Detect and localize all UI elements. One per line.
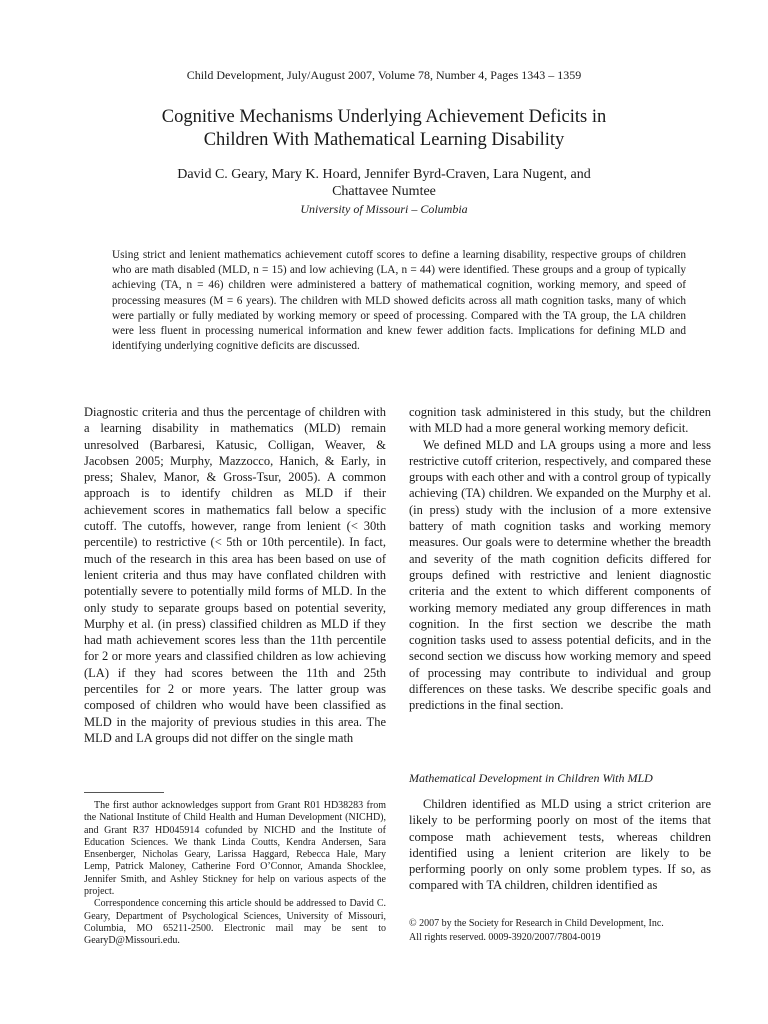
abstract: Using strict and lenient mathematics achievement cutoff scores to define a learning disability, respective groups of children who are math disabled (MLD, n = 15) and low achieving (LA, n = 44) were identified. These groups and a group of typically achieving (TA, n = 46) children were administered a battery of mathematical cognition, working memory, and speed of processing measures (M = 6 years). The children with MLD showed deficits across all math cognition tasks, many of which were partially or fully mediated by working memory or speed of processing. Compared with the TA group, the LA children were less fluent in processing numerical information and knew fewer addition facts. Implications for defining MLD and identifying underlying cognitive deficits are discussed.: [112, 249, 686, 353]
title-line-1: Cognitive Mechanisms Underlying Achievement Deficits in: [161, 107, 607, 127]
authors-line-1: David C. Geary, Mary K. Hoard, Jennifer Byrd-Craven, Lara Nugent, and: [177, 167, 591, 182]
journal-citation: Child Development, July/August 2007, Volume 78, Number 4, Pages 1343 – 1359: [186, 68, 582, 82]
body-column-right-continued: [409, 796, 711, 894]
footnote-correspondence: Correspondence concerning this article should be addressed to David C. Geary, Department of Psychological Sciences, University of Missouri, Columbia, MO 65211-2500. Electronic mail may be sent to GearyD@Missouri.edu.: [84, 898, 386, 947]
section-heading: Mathematical Development in Children With MLD: [409, 771, 653, 785]
body-paragraph: cognition task administered in this study, but the children with MLD had a more general working memory deficit.: [409, 405, 711, 436]
title-line-2: Children With Mathematical Learning Disability: [203, 130, 565, 150]
footnotes: [84, 800, 386, 948]
body-column-left: [84, 404, 386, 746]
footnote-divider: [84, 792, 164, 793]
body-paragraph: Children identified as MLD using a strict criterion are likely to be performing poorly on most of the items that compose math achievement tests, whereas children identified using a lenient criterion are likely to be performing poorly on only some problem types. If so, as compared with TA children, children identified as: [409, 797, 711, 893]
author-list: [100, 166, 668, 200]
copyright-line-1: © 2007 by the Society for Research in Child Development, Inc.: [409, 918, 664, 929]
authors-line-2: Chattavee Numtee: [332, 184, 436, 199]
affiliation: University of Missouri – Columbia: [300, 202, 468, 216]
copyright-line-2: All rights reserved. 0009-3920/2007/7804-0019: [409, 931, 601, 943]
journal-header: [0, 68, 768, 83]
body-paragraph: Diagnostic criteria and thus the percentage of children with a learning disability in mathematics (MLD) remain unresolved (Barbaresi, Katusic, Colligan, Weaver, & Jacobsen 2005; Murphy, Mazzocco, Hanich, & Early, in press; Shalev, Manor, & Gross-Tsur, 2005). A common approach is to identify children as MLD if their achievement scores in mathematics fall below a specific cutoff. The cutoffs, however, range from lenient (< 30th percentile) to restrictive (< 5th or 10th percentile). In fact, much of the research in this area has been based on use of lenient criteria and thus may have conflated children with potentially severe to potentially mild forms of MLD. In the only study to separate groups based on potential severity, Murphy et al. (in press) classified children as MLD if they had math achievement scores less than the 11th percentile for 2 or more years and classified children as low achieving (LA) if they had scores between the 11th and 25th percentiles for 2 or more years. The latter group was composed of children who would have been classified as MLD in the majority of previous studies in this area. The MLD and LA groups did not differ on the single math: [84, 405, 386, 745]
body-column-right: [409, 404, 711, 714]
article-title: [60, 106, 708, 152]
copyright-notice: [409, 917, 711, 944]
body-paragraph: We defined MLD and LA groups using a more and less restrictive cutoff criterion, respectively, and compared these groups with each other and with a control group of typically achieving (TA) children. We expanded on the Murphy et al. (in press) study with the inclusion of a more extensive battery of math cognition tasks and working memory measures. Our goals were to determine whether the breadth and severity of the math cognition deficits differed for groups defined with restrictive and lenient diagnostic criteria and the extent to which different components of working memory mediated any group differences in math cognition. In the first section we describe the math cognition tasks used to assess potential deficits, and in the second section we discuss how working memory and speed of processing may contribute to individual and group differences on these tasks. We describe specific goals and predictions in the final section.: [409, 437, 711, 713]
footnote-acknowledgment: The first author acknowledges support from Grant R01 HD38283 from the National Institute of Child Health and Human Development (NICHD), and Grant R37 HD045914 cofunded by NICHD and the Institute of Education Sciences. We thank Linda Coutts, Kendra Andersen, Sara Ensenberger, Nicholas Geary, Larissa Haggard, Rebecca Hale, Mary Lemp, Patrick Maloney, Catherine Ford O’Connor, Amanda Shocklee, Jennifer Smith, and Ashley Stickney for help on various aspects of the project.: [84, 800, 386, 898]
